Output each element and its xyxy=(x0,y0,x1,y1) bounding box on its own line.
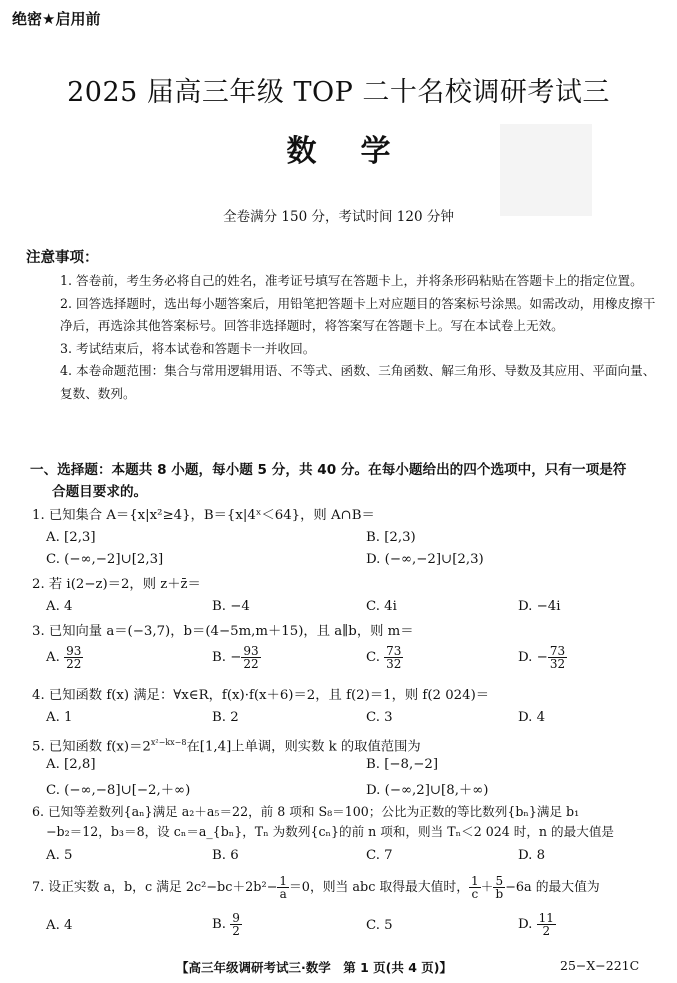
question-stem: 7. 设正实数 a，b，c 满足 2c²−bc＋2b²− $\frac{1}{a}$ ＝0，则当 abc 取得最大值时， $\frac{1}{c}$ ＋ $\frac{5}{b}$ −6a 的最大值为 xyxy=(32,874,600,901)
option-b: B. 2 xyxy=(212,710,239,725)
footer-page-info: 【高三年级调研考试三·数学 第 1 页(共 4 页)】 xyxy=(176,960,452,975)
option-a: A. [2,8] xyxy=(46,757,96,772)
option-d: D. (−∞,−2]∪[2,3) xyxy=(366,552,484,567)
option-b xyxy=(212,645,261,670)
option-a: A. 1 xyxy=(46,710,73,725)
question-5 xyxy=(32,733,662,757)
option-c: C. 4i xyxy=(366,599,397,614)
exam-info: 全卷满分 150 分，考试时间 120 分钟 xyxy=(223,209,454,225)
question-6 xyxy=(32,802,662,842)
option-c xyxy=(366,645,403,670)
option-label: D. xyxy=(518,917,533,932)
question-2 xyxy=(32,575,662,595)
question-stem-line-2: −b₂＝12，b₃＝8，设 cₙ＝a_{bₙ}，Tₙ 为数列{cₙ}的前 n 项和，则当 Tₙ＜2 024 时，n 的最大值是 xyxy=(46,824,615,839)
fraction: $\frac{5}{b}$ xyxy=(495,874,504,901)
question-7 xyxy=(32,874,662,902)
question-stem: 1. 已知集合 A＝{x|x²≥4}，B＝{x|4ˣ＜64}，则 A∩B＝ xyxy=(32,508,375,523)
option-d: D. 4 xyxy=(518,710,546,725)
option-c: C. (−∞,−8]∪[−2,＋∞) xyxy=(46,783,191,798)
option-d: D. (−∞,2]∪[8,＋∞) xyxy=(366,783,489,798)
option-b xyxy=(212,912,242,937)
option-c: C. 5 xyxy=(366,918,393,933)
question-stem: 4. 已知函数 f(x) 满足：∀x∈R，f(x)·f(x＋6)＝2，且 f(2)＝1，则 f(2 024)＝ xyxy=(32,688,490,703)
notice-item: 2. 回答选择题时，选出每小题答案后，用铅笔把答题卡上对应题目的答案标号涂黑。如需改动，用橡皮擦干净后，再选涂其他答案标号。回答非选择题时，将答案写在答题卡上。写在本试卷上无效。 xyxy=(60,295,656,333)
notice-item: 1. 答卷前，考生务必将自己的姓名，准考证号填写在答题卡上，并将条形码粘贴在答题卡上的指定位置。 xyxy=(60,273,643,288)
fraction: $\frac{93}{22}$ xyxy=(243,644,259,671)
option-a xyxy=(46,645,83,670)
option-label: C. xyxy=(366,650,380,665)
fraction: $\frac{73}{32}$ xyxy=(386,644,402,671)
option-label: D. xyxy=(518,650,533,665)
option-d xyxy=(518,645,567,670)
option-b: B. [2,3) xyxy=(366,530,416,545)
option-label: B. xyxy=(212,650,226,665)
question-stem: 2. 若 i(2−z)＝2，则 z＋z̄＝ xyxy=(32,577,201,592)
subject-title: 数学 xyxy=(286,134,435,169)
question-1 xyxy=(32,506,662,526)
option-b: B. −4 xyxy=(212,599,250,614)
section-line-2: 合题目要求的。 xyxy=(52,484,148,500)
option-b: B. [−8,−2] xyxy=(366,757,439,772)
question-stem: 3. 已知向量 a＝(−3,7)，b＝(4−5m,m＋15)，且 a∥b，则 m＝ xyxy=(32,624,414,639)
notice-item: 4. 本卷命题范围：集合与常用逻辑用语、不等式、函数、三角函数、解三角形、导数及其应用、平面向量、复数、数列。 xyxy=(60,363,656,401)
option-c: C. (−∞,−2]∪[2,3] xyxy=(46,552,164,567)
fraction: $\frac{11}{2}$ xyxy=(538,911,554,938)
option-a: A. 4 xyxy=(46,599,73,614)
section-heading xyxy=(30,459,655,503)
fraction: $\frac{93}{22}$ xyxy=(66,644,82,671)
question-3 xyxy=(32,622,662,642)
option-d: D. −4i xyxy=(518,599,561,614)
option-label: A. xyxy=(46,650,60,665)
fraction: $\frac{9}{2}$ xyxy=(232,911,240,938)
fraction: $\frac{73}{32}$ xyxy=(549,644,566,671)
question-4 xyxy=(32,686,662,706)
footer-code: 25−X−221C xyxy=(560,958,640,973)
notice-heading: 注意事项： xyxy=(26,250,99,266)
option-c: C. 7 xyxy=(366,848,393,863)
option-b: B. 6 xyxy=(212,848,239,863)
question-stem-line-1: 6. 已知等差数列{aₙ}满足 a₂＋a₅＝22，前 8 项和 S₈＝100；公比为正数的等比数列{bₙ}满足 b₁ xyxy=(32,804,580,819)
option-sign: − xyxy=(536,650,548,665)
question-stem: 5. 已知函数 $f(x)=2^{x^2-kx-8}$在[1,4]上单调，则实数 k 的取值范围为 xyxy=(32,738,421,755)
fraction: $\frac{1}{a}$ xyxy=(279,874,287,901)
section-line-1: 一、选择题：本题共 8 小题，每小题 5 分，共 40 分。在每小题给出的四个选项中，只有一项是符 xyxy=(30,462,627,478)
notice-item: 3. 考试结束后，将本试卷和答题卡一并收回。 xyxy=(60,340,316,356)
option-sign: − xyxy=(230,650,242,665)
exam-title: 2025 届高三年级 TOP 二十名校调研考试三 xyxy=(67,77,610,108)
fraction: $\frac{1}{c}$ xyxy=(471,874,479,901)
option-c: C. 3 xyxy=(366,710,393,725)
option-label: B. xyxy=(212,917,226,932)
option-a: A. 5 xyxy=(46,848,73,863)
notice-list xyxy=(60,270,660,405)
option-a: A. 4 xyxy=(46,918,73,933)
option-d: D. 8 xyxy=(518,848,546,863)
option-d xyxy=(518,912,556,937)
option-a: A. [2,3] xyxy=(46,530,96,545)
secret-mark: 绝密★启用前 xyxy=(12,10,101,28)
